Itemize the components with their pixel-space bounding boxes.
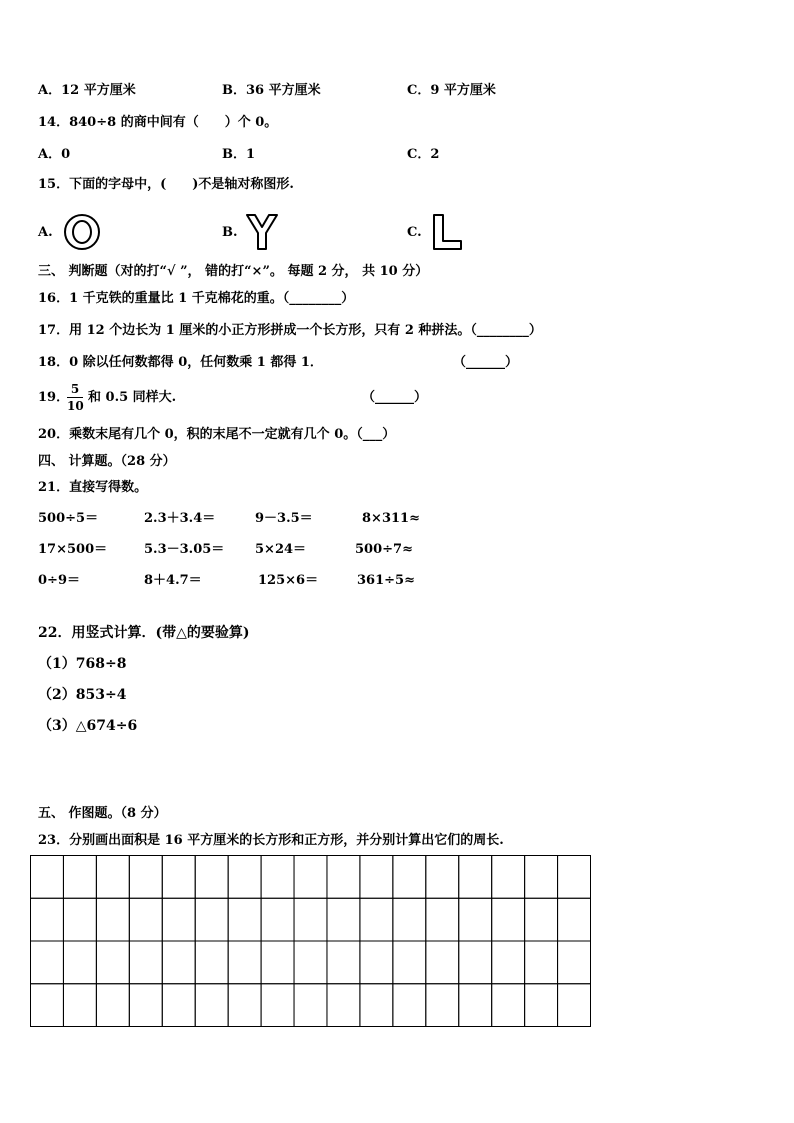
q14-option-b: B．1: [222, 147, 256, 162]
grid-cell[interactable]: [96, 941, 129, 984]
section-3-heading: 三、 判断题（对的打“√ ”， 错的打“×”。 每题 2 分， 共 10 分）: [38, 264, 429, 279]
letter-y-icon: [244, 212, 280, 256]
q21-cell: 5×24＝: [255, 542, 307, 557]
q13-option-b: B．36 平方厘米: [222, 83, 321, 98]
q14-stem: 14．840÷8 的商中间有（ ）个 0。: [38, 115, 278, 130]
grid-cell[interactable]: [228, 941, 261, 984]
grid-cell[interactable]: [525, 984, 558, 1027]
grid-cell[interactable]: [63, 984, 96, 1027]
grid-cell[interactable]: [162, 984, 195, 1027]
grid-cell[interactable]: [261, 898, 294, 941]
grid-cell[interactable]: [31, 941, 64, 984]
grid-cell[interactable]: [327, 941, 360, 984]
grid-cell[interactable]: [492, 941, 525, 984]
grid-cell[interactable]: [459, 898, 492, 941]
q22-item: （3）△674÷6: [38, 718, 138, 734]
grid-cell[interactable]: [294, 984, 327, 1027]
q21-cell: 0÷9＝: [38, 573, 80, 588]
grid-cell[interactable]: [327, 984, 360, 1027]
q15-stem: 15．下面的字母中，( )不是轴对称图形.: [38, 177, 294, 192]
grid-cell[interactable]: [228, 856, 261, 899]
grid-cell[interactable]: [492, 856, 525, 899]
grid-cell[interactable]: [525, 856, 558, 899]
grid-cell[interactable]: [129, 941, 162, 984]
q14-option-c: C．2: [407, 147, 440, 162]
grid-cell[interactable]: [294, 941, 327, 984]
grid-cell[interactable]: [492, 984, 525, 1027]
letter-l-icon: [430, 212, 464, 256]
q22-item: （2）853÷4: [38, 687, 127, 703]
q19-fraction-denominator: 10: [67, 399, 84, 413]
grid-cell[interactable]: [558, 941, 591, 984]
q21-cell: 5.3－3.05＝: [144, 542, 225, 557]
grid-cell[interactable]: [525, 941, 558, 984]
grid-cell[interactable]: [228, 984, 261, 1027]
grid-cell[interactable]: [96, 898, 129, 941]
section-4-heading: 四、 计算题。（28 分）: [38, 454, 176, 469]
grid-cell[interactable]: [426, 984, 459, 1027]
grid-cell[interactable]: [558, 898, 591, 941]
q15-option-a-label: A.: [38, 225, 53, 240]
grid-cell[interactable]: [31, 898, 64, 941]
q16-text: 16．1 千克铁的重量比 1 千克棉花的重。（________）: [38, 291, 355, 306]
q21-cell: 9－3.5＝: [255, 511, 313, 526]
drawing-grid[interactable]: [30, 855, 590, 1026]
grid-cell[interactable]: [31, 984, 64, 1027]
q22-item: （1）768÷8: [38, 656, 127, 672]
grid-cell[interactable]: [261, 856, 294, 899]
grid-cell[interactable]: [261, 941, 294, 984]
grid-cell[interactable]: [426, 856, 459, 899]
grid-cell[interactable]: [294, 898, 327, 941]
grid-cell[interactable]: [426, 898, 459, 941]
section-5-heading: 五、 作图题。（8 分）: [38, 806, 167, 821]
grid-cell[interactable]: [129, 984, 162, 1027]
q19-blank: （______）: [362, 390, 428, 405]
grid-cell[interactable]: [294, 856, 327, 899]
q15-option-c-label: C.: [407, 225, 422, 240]
q19-fraction: [67, 383, 83, 412]
grid-cell[interactable]: [327, 898, 360, 941]
grid-cell[interactable]: [195, 984, 228, 1027]
q21-cell: 500÷7≈: [355, 542, 413, 557]
q21-stem: 21．直接写得数。: [38, 480, 148, 495]
grid-cell[interactable]: [393, 856, 426, 899]
letter-o-icon: [62, 212, 102, 256]
grid-cell[interactable]: [162, 941, 195, 984]
grid-cell[interactable]: [393, 898, 426, 941]
drawing-grid-svg[interactable]: [30, 855, 591, 1027]
grid-cell[interactable]: [162, 856, 195, 899]
q21-cell: 8×311≈: [362, 511, 420, 526]
q21-cell: 500÷5＝: [38, 511, 99, 526]
grid-cell[interactable]: [195, 898, 228, 941]
grid-cell[interactable]: [426, 941, 459, 984]
grid-cell[interactable]: [31, 856, 64, 899]
grid-cell[interactable]: [360, 856, 393, 899]
grid-cell[interactable]: [525, 898, 558, 941]
q21-cell: 8＋4.7＝: [144, 573, 202, 588]
q21-cell: 125×6＝: [258, 573, 319, 588]
grid-cell[interactable]: [261, 984, 294, 1027]
grid-cell[interactable]: [360, 984, 393, 1027]
grid-cell[interactable]: [63, 898, 96, 941]
grid-cell[interactable]: [96, 984, 129, 1027]
grid-cell[interactable]: [195, 856, 228, 899]
grid-cell[interactable]: [558, 856, 591, 899]
q21-cell: 361÷5≈: [357, 573, 415, 588]
grid-cell[interactable]: [63, 856, 96, 899]
q18-text: 18．0 除以任何数都得 0，任何数乘 1 都得 1．: [38, 355, 323, 370]
q17-text: 17．用 12 个边长为 1 厘米的小正方形拼成一个长方形，只有 2 种拼法。（________）: [38, 323, 542, 338]
q20-text: 20．乘数末尾有几个 0，积的末尾不一定就有几个 0。（___）: [38, 427, 396, 442]
q14-option-a: A．0: [38, 147, 71, 162]
q15-option-b-label: B.: [222, 225, 238, 240]
grid-cell[interactable]: [129, 856, 162, 899]
grid-cell[interactable]: [558, 984, 591, 1027]
grid-cell[interactable]: [393, 941, 426, 984]
q13-option-c: C．9 平方厘米: [407, 83, 496, 98]
q18-blank: （______）: [453, 355, 519, 370]
q13-option-a: A．12 平方厘米: [38, 83, 136, 98]
q22-stem: 22．用竖式计算．(带△的要验算): [38, 625, 250, 641]
q23-stem: 23．分别画出面积是 16 平方厘米的长方形和正方形，并分别计算出它们的周长.: [38, 833, 504, 848]
grid-cell[interactable]: [393, 984, 426, 1027]
grid-cell[interactable]: [162, 898, 195, 941]
grid-cell[interactable]: [129, 898, 162, 941]
q19-fraction-numerator: 5: [70, 382, 80, 396]
grid-cell[interactable]: [459, 856, 492, 899]
grid-cell[interactable]: [96, 856, 129, 899]
grid-cell[interactable]: [228, 898, 261, 941]
q21-cell: 17×500＝: [38, 542, 108, 557]
grid-cell[interactable]: [459, 941, 492, 984]
grid-cell[interactable]: [360, 941, 393, 984]
q21-cell: 2.3＋3.4＝: [144, 511, 216, 526]
grid-cell[interactable]: [459, 984, 492, 1027]
grid-cell[interactable]: [327, 856, 360, 899]
q19-number: 19．: [38, 390, 70, 405]
q19-text: 和 0.5 同样大.: [88, 390, 177, 405]
grid-cell[interactable]: [63, 941, 96, 984]
grid-cell[interactable]: [195, 941, 228, 984]
grid-cell[interactable]: [492, 898, 525, 941]
grid-cell[interactable]: [360, 898, 393, 941]
